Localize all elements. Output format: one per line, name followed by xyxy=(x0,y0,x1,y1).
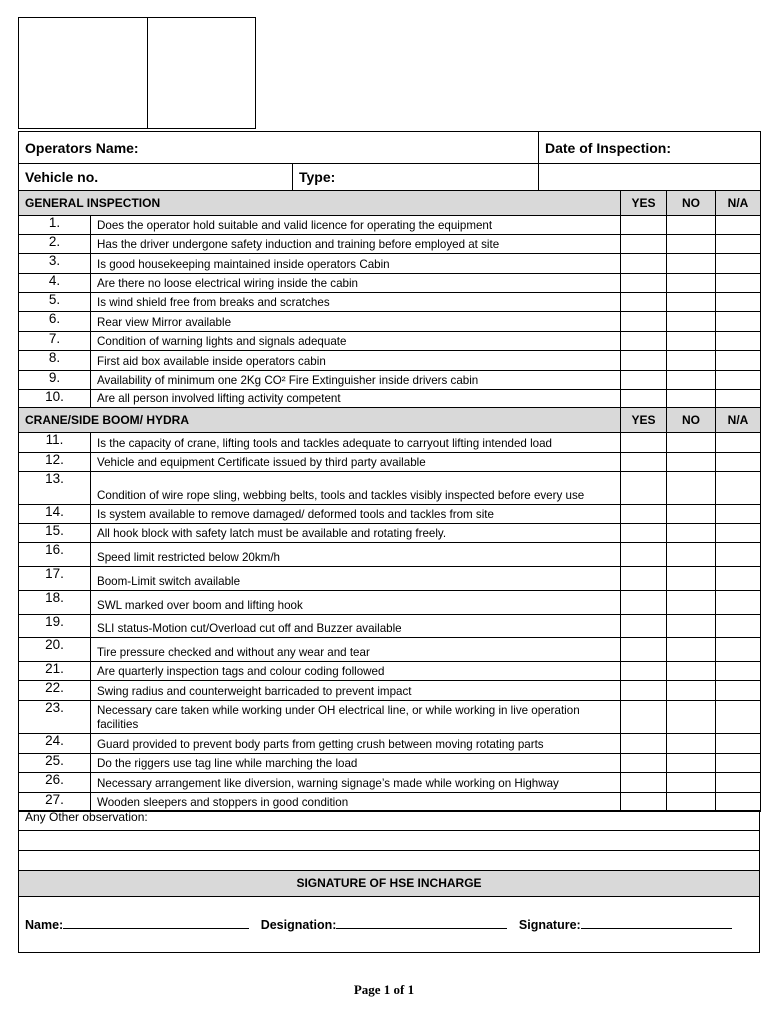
check-cell-yes[interactable] xyxy=(621,216,667,235)
item-text: Vehicle and equipment Certificate issued by third party available xyxy=(91,453,621,472)
check-cell-na[interactable] xyxy=(716,734,761,754)
checklist-row xyxy=(19,293,761,312)
check-cell-na[interactable] xyxy=(716,681,761,701)
checklist-row xyxy=(19,433,761,453)
check-cell-na[interactable] xyxy=(716,453,761,472)
item-number: 25. xyxy=(19,754,91,773)
check-cell-no[interactable] xyxy=(667,274,716,293)
check-cell-na[interactable] xyxy=(716,754,761,773)
check-cell-yes[interactable] xyxy=(621,332,667,351)
header-table xyxy=(18,131,761,191)
item-text: All hook block with safety latch must be available and rotating freely. xyxy=(91,524,621,543)
section-title: CRANE/SIDE BOOM/ HYDRA xyxy=(19,408,621,433)
check-cell-na[interactable] xyxy=(716,472,761,505)
check-cell-yes[interactable] xyxy=(621,567,667,591)
check-cell-na[interactable] xyxy=(716,701,761,734)
item-text: SLI status-Motion cut/Overload cut off and Buzzer available xyxy=(91,615,621,638)
check-cell-no[interactable] xyxy=(667,505,716,524)
check-cell-na[interactable] xyxy=(716,312,761,332)
item-number: 17. xyxy=(19,567,91,591)
item-text: Condition of warning lights and signals adequate xyxy=(91,332,621,351)
checklist-row xyxy=(19,505,761,524)
check-cell-na[interactable] xyxy=(716,615,761,638)
check-cell-na[interactable] xyxy=(716,591,761,615)
check-cell-na[interactable] xyxy=(716,254,761,274)
check-cell-no[interactable] xyxy=(667,371,716,390)
check-cell-no[interactable] xyxy=(667,254,716,274)
check-cell-yes[interactable] xyxy=(621,734,667,754)
item-text: Condition of wire rope sling, webbing belts, tools and tackles visibly inspected before every use xyxy=(91,472,621,505)
logo-placeholder-right xyxy=(147,17,256,129)
checklist-row xyxy=(19,793,761,812)
check-cell-yes[interactable] xyxy=(621,505,667,524)
check-cell-no[interactable] xyxy=(667,734,716,754)
signature-row xyxy=(19,897,760,953)
item-text: Do the riggers use tag line while marching the load xyxy=(91,754,621,773)
item-text: Necessary arrangement like diversion, warning signage’s made while working on Highway xyxy=(91,773,621,793)
checklist-row xyxy=(19,754,761,773)
check-cell-na[interactable] xyxy=(716,351,761,371)
item-number: 10. xyxy=(19,390,91,408)
item-number: 2. xyxy=(19,235,91,254)
item-text: Guard provided to prevent body parts from getting crush between moving rotating parts xyxy=(91,734,621,754)
check-cell-na[interactable] xyxy=(716,773,761,793)
check-cell-yes[interactable] xyxy=(621,681,667,701)
check-cell-no[interactable] xyxy=(667,216,716,235)
check-cell-yes[interactable] xyxy=(621,293,667,312)
designation-field[interactable] xyxy=(261,917,508,932)
check-cell-yes[interactable] xyxy=(621,433,667,453)
check-cell-na[interactable] xyxy=(716,235,761,254)
item-text: Availability of minimum one 2Kg CO² Fire Extinguisher inside drivers cabin xyxy=(91,371,621,390)
check-cell-yes[interactable] xyxy=(621,543,667,567)
item-number: 18. xyxy=(19,591,91,615)
item-text: Are there no loose electrical wiring inside the cabin xyxy=(91,274,621,293)
check-cell-yes[interactable] xyxy=(621,254,667,274)
item-text: Necessary care taken while working under OH electrical line, or while working in live operation facilities xyxy=(91,701,621,734)
section-header xyxy=(19,408,761,433)
observation-signature-table xyxy=(18,810,760,953)
column-header-yes: YES xyxy=(621,191,667,216)
checklist-row xyxy=(19,453,761,472)
check-cell-no[interactable] xyxy=(667,773,716,793)
check-cell-no[interactable] xyxy=(667,235,716,254)
name-label: Name: xyxy=(25,918,64,932)
check-cell-na[interactable] xyxy=(716,793,761,812)
check-cell-yes[interactable] xyxy=(621,793,667,812)
column-header-no: NO xyxy=(667,408,716,433)
item-number: 21. xyxy=(19,662,91,681)
check-cell-no[interactable] xyxy=(667,351,716,371)
check-cell-no[interactable] xyxy=(667,293,716,312)
checklist-row xyxy=(19,235,761,254)
check-cell-yes[interactable] xyxy=(621,524,667,543)
check-cell-yes[interactable] xyxy=(621,754,667,773)
checklist-row xyxy=(19,638,761,662)
check-cell-no[interactable] xyxy=(667,591,716,615)
item-text: Is system available to remove damaged/ deformed tools and tackles from site xyxy=(91,505,621,524)
signature-section-title: SIGNATURE OF HSE INCHARGE xyxy=(19,871,760,897)
check-cell-no[interactable] xyxy=(667,472,716,505)
checklist-row xyxy=(19,524,761,543)
signature-label: Signature: xyxy=(518,918,581,932)
designation-label: Designation: xyxy=(260,918,337,932)
check-cell-na[interactable] xyxy=(716,293,761,312)
checklist-row xyxy=(19,662,761,681)
check-cell-no[interactable] xyxy=(667,567,716,591)
column-header-no: NO xyxy=(667,191,716,216)
check-cell-yes[interactable] xyxy=(621,453,667,472)
check-cell-yes[interactable] xyxy=(621,662,667,681)
section-header xyxy=(19,191,761,216)
check-cell-no[interactable] xyxy=(667,615,716,638)
check-cell-no[interactable] xyxy=(667,681,716,701)
header-empty-cell xyxy=(539,164,761,191)
check-cell-na[interactable] xyxy=(716,543,761,567)
item-number: 9. xyxy=(19,371,91,390)
item-number: 5. xyxy=(19,293,91,312)
item-number: 20. xyxy=(19,638,91,662)
item-number: 6. xyxy=(19,312,91,332)
check-cell-yes[interactable] xyxy=(621,274,667,293)
checklist-row xyxy=(19,773,761,793)
check-cell-yes[interactable] xyxy=(621,773,667,793)
check-cell-no[interactable] xyxy=(667,433,716,453)
check-cell-no[interactable] xyxy=(667,543,716,567)
checklist-row xyxy=(19,681,761,701)
check-cell-yes[interactable] xyxy=(621,472,667,505)
check-cell-na[interactable] xyxy=(716,567,761,591)
item-number: 14. xyxy=(19,505,91,524)
item-number: 15. xyxy=(19,524,91,543)
check-cell-na[interactable] xyxy=(716,662,761,681)
type-label: Type: xyxy=(299,169,336,185)
check-cell-na[interactable] xyxy=(716,638,761,662)
check-cell-yes[interactable] xyxy=(621,351,667,371)
check-cell-na[interactable] xyxy=(716,524,761,543)
operators-name-label: Operators Name: xyxy=(25,139,139,156)
checklist-row xyxy=(19,216,761,235)
item-number: 23. xyxy=(19,701,91,734)
item-text: Boom-Limit switch available xyxy=(91,567,621,591)
check-cell-no[interactable] xyxy=(667,332,716,351)
observation-line-2[interactable] xyxy=(19,851,760,871)
checklist-row xyxy=(19,390,761,408)
check-cell-no[interactable] xyxy=(667,524,716,543)
check-cell-yes[interactable] xyxy=(621,371,667,390)
column-header-yes: YES xyxy=(621,408,667,433)
check-cell-na[interactable] xyxy=(716,390,761,408)
item-text: Has the driver undergone safety induction and training before employed at site xyxy=(91,235,621,254)
check-cell-no[interactable] xyxy=(667,312,716,332)
item-number: 16. xyxy=(19,543,91,567)
operators-name-field[interactable] xyxy=(19,132,539,164)
check-cell-na[interactable] xyxy=(716,371,761,390)
other-observation-field[interactable] xyxy=(19,811,760,831)
type-field[interactable] xyxy=(293,164,539,191)
item-text: SWL marked over boom and lifting hook xyxy=(91,591,621,615)
item-number: 26. xyxy=(19,773,91,793)
check-cell-yes[interactable] xyxy=(621,390,667,408)
vehicle-no-field[interactable] xyxy=(19,164,293,191)
check-cell-yes[interactable] xyxy=(621,312,667,332)
item-text: Is good housekeeping maintained inside operators Cabin xyxy=(91,254,621,274)
name-field[interactable] xyxy=(25,917,249,932)
item-number: 1. xyxy=(19,216,91,235)
checklist-row xyxy=(19,332,761,351)
checklist-row xyxy=(19,351,761,371)
check-cell-yes[interactable] xyxy=(621,701,667,734)
item-number: 22. xyxy=(19,681,91,701)
check-cell-yes[interactable] xyxy=(621,638,667,662)
check-cell-na[interactable] xyxy=(716,274,761,293)
checklist-row xyxy=(19,254,761,274)
item-number: 4. xyxy=(19,274,91,293)
column-header-na: N/A xyxy=(716,191,761,216)
check-cell-no[interactable] xyxy=(667,638,716,662)
date-of-inspection-label: Date of Inspection: xyxy=(545,139,672,156)
vehicle-no-label: Vehicle no. xyxy=(25,169,99,185)
observation-line-1[interactable] xyxy=(19,831,760,851)
date-of-inspection-field[interactable] xyxy=(539,132,761,164)
checklist-row xyxy=(19,591,761,615)
check-cell-yes[interactable] xyxy=(621,615,667,638)
item-text: Are all person involved lifting activity competent xyxy=(91,390,621,408)
column-header-na: N/A xyxy=(716,408,761,433)
checklist-row xyxy=(19,701,761,734)
checklist-row xyxy=(19,472,761,505)
signature-field[interactable] xyxy=(519,917,732,932)
item-text: Does the operator hold suitable and valid licence for operating the equipment xyxy=(91,216,621,235)
logo-placeholder-left xyxy=(18,17,148,129)
item-number: 24. xyxy=(19,734,91,754)
item-text: Speed limit restricted below 20km/h xyxy=(91,543,621,567)
item-number: 11. xyxy=(19,433,91,453)
item-number: 7. xyxy=(19,332,91,351)
other-observation-label: Any Other observation: xyxy=(25,810,148,824)
item-number: 13. xyxy=(19,472,91,505)
check-cell-na[interactable] xyxy=(716,332,761,351)
item-number: 8. xyxy=(19,351,91,371)
check-cell-na[interactable] xyxy=(716,216,761,235)
item-text: Rear view Mirror available xyxy=(91,312,621,332)
check-cell-no[interactable] xyxy=(667,754,716,773)
check-cell-yes[interactable] xyxy=(621,591,667,615)
checklist-row xyxy=(19,371,761,390)
checklist-row xyxy=(19,543,761,567)
check-cell-no[interactable] xyxy=(667,662,716,681)
check-cell-no[interactable] xyxy=(667,390,716,408)
item-text: Wooden sleepers and stoppers in good condition xyxy=(91,793,621,812)
check-cell-yes[interactable] xyxy=(621,235,667,254)
checklist-table xyxy=(18,190,761,812)
item-text: First aid box available inside operators cabin xyxy=(91,351,621,371)
item-number: 19. xyxy=(19,615,91,638)
page-footer: Page 1 of 1 xyxy=(353,982,415,997)
checklist-row xyxy=(19,312,761,332)
checklist-row xyxy=(19,734,761,754)
item-text: Are quarterly inspection tags and colour coding followed xyxy=(91,662,621,681)
section-title: GENERAL INSPECTION xyxy=(19,191,621,216)
checklist-row xyxy=(19,615,761,638)
item-text: Tire pressure checked and without any wear and tear xyxy=(91,638,621,662)
item-text: Is wind shield free from breaks and scratches xyxy=(91,293,621,312)
checklist-row xyxy=(19,274,761,293)
check-cell-no[interactable] xyxy=(667,701,716,734)
check-cell-na[interactable] xyxy=(716,433,761,453)
check-cell-no[interactable] xyxy=(667,793,716,812)
item-text: Swing radius and counterweight barricaded to prevent impact xyxy=(91,681,621,701)
checklist-row xyxy=(19,567,761,591)
item-number: 12. xyxy=(19,453,91,472)
check-cell-na[interactable] xyxy=(716,505,761,524)
item-text: Is the capacity of crane, lifting tools and tackles adequate to carryout lifting intended load xyxy=(91,433,621,453)
item-number: 27. xyxy=(19,793,91,812)
item-number: 3. xyxy=(19,254,91,274)
check-cell-no[interactable] xyxy=(667,453,716,472)
